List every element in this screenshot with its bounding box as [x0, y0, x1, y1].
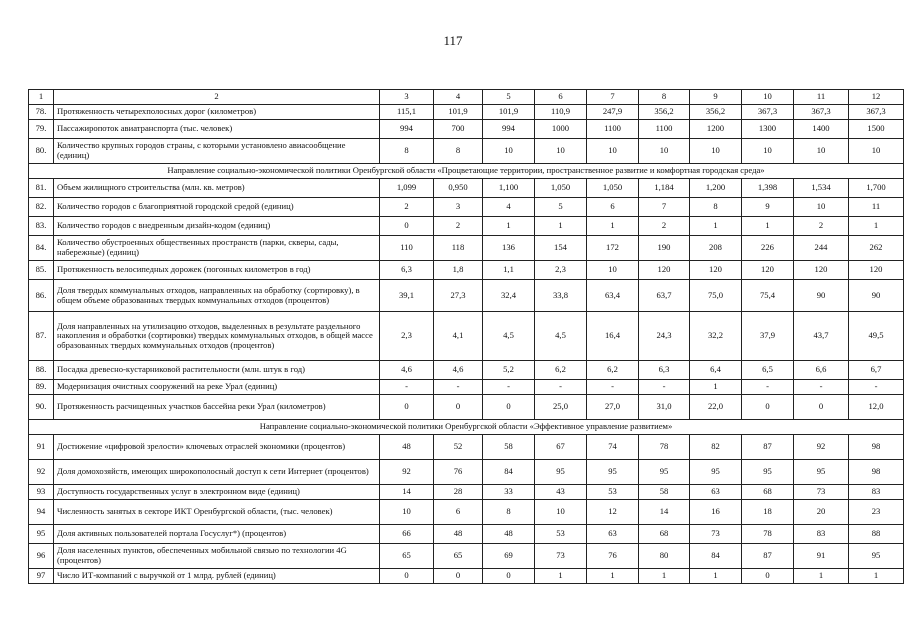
value-cell: 1100 [587, 120, 639, 139]
value-cell: 95 [690, 460, 742, 485]
value-cell: - [639, 380, 690, 395]
column-header-row [29, 90, 904, 105]
value-cell: 136 [483, 236, 535, 261]
value-cell: 356,2 [690, 105, 742, 120]
value-cell: 84 [690, 544, 742, 569]
value-cell: 16 [690, 500, 742, 525]
table-row [29, 179, 904, 198]
value-cell: - [587, 380, 639, 395]
value-cell: 5 [535, 198, 587, 217]
value-cell: 101,9 [434, 105, 483, 120]
indicator-name: Число ИТ-компаний с выручкой от 1 млрд. рублей (единиц) [54, 569, 380, 584]
value-cell: 53 [535, 525, 587, 544]
value-cell: 20 [794, 500, 849, 525]
value-cell: 1400 [794, 120, 849, 139]
indicator-name: Посадка древесно-кустарниковой растительности (млн. штук в год) [54, 361, 380, 380]
value-cell: 356,2 [639, 105, 690, 120]
value-cell: 37,9 [742, 312, 794, 361]
indicator-name: Протяженность расчищенных участков бассейна реки Урал (километров) [54, 395, 380, 420]
indicator-name: Доля направленных на утилизацию отходов, выделенных в результате раздельного накопления и обработки (сортировки) твердых коммунальных отходов, в общей массе образованных твердых коммунальных отходов (процентов) [54, 312, 380, 361]
value-cell: 0 [380, 217, 434, 236]
value-cell: 994 [483, 120, 535, 139]
value-cell: 10 [690, 139, 742, 164]
row-number: 83. [29, 217, 54, 236]
value-cell: 1 [535, 569, 587, 584]
indicator-name: Достижение «цифровой зрелости» ключевых отраслей экономики (процентов) [54, 435, 380, 460]
indicator-name: Количество обустроенных общественных пространств (парки, скверы, сады, набережные) (единиц) [54, 236, 380, 261]
value-cell: 367,3 [849, 105, 904, 120]
value-cell: 6,3 [639, 361, 690, 380]
value-cell: 6,2 [535, 361, 587, 380]
value-cell: 1 [690, 380, 742, 395]
value-cell: 31,0 [639, 395, 690, 420]
value-cell: 0,950 [434, 179, 483, 198]
indicators-table [28, 89, 904, 584]
value-cell: 76 [434, 460, 483, 485]
value-cell: 10 [587, 139, 639, 164]
table-row [29, 236, 904, 261]
value-cell: 1,700 [849, 179, 904, 198]
value-cell: 0 [742, 395, 794, 420]
value-cell: 1 [849, 569, 904, 584]
value-cell: 120 [742, 261, 794, 280]
value-cell: 2 [380, 198, 434, 217]
value-cell: 10 [587, 261, 639, 280]
row-number: 96 [29, 544, 54, 569]
value-cell: 10 [535, 500, 587, 525]
value-cell: 68 [639, 525, 690, 544]
value-cell: 367,3 [794, 105, 849, 120]
value-cell: 4,6 [434, 361, 483, 380]
row-number: 94 [29, 500, 54, 525]
row-number: 84. [29, 236, 54, 261]
value-cell: 63,7 [639, 280, 690, 312]
value-cell: 6,3 [380, 261, 434, 280]
column-header: 7 [587, 90, 639, 105]
value-cell: 27,3 [434, 280, 483, 312]
value-cell: 1 [690, 569, 742, 584]
page-number: 117 [443, 33, 463, 48]
value-cell: 115,1 [380, 105, 434, 120]
value-cell: 3 [434, 198, 483, 217]
table-row [29, 261, 904, 280]
value-cell: 65 [434, 544, 483, 569]
table-row [29, 198, 904, 217]
value-cell: 75,0 [690, 280, 742, 312]
value-cell: 73 [794, 485, 849, 500]
value-cell: 10 [639, 139, 690, 164]
value-cell: 110 [380, 236, 434, 261]
value-cell: 0 [483, 569, 535, 584]
indicator-name: Доля активных пользователей портала Госуслуг*) (процентов) [54, 525, 380, 544]
table-row [29, 217, 904, 236]
table-row [29, 525, 904, 544]
value-cell: 1,398 [742, 179, 794, 198]
row-number: 82. [29, 198, 54, 217]
table-row [29, 105, 904, 120]
value-cell: 14 [380, 485, 434, 500]
value-cell: 0 [483, 395, 535, 420]
row-number: 85. [29, 261, 54, 280]
value-cell: 1 [849, 217, 904, 236]
row-number: 89. [29, 380, 54, 395]
value-cell: 48 [483, 525, 535, 544]
value-cell: 2 [434, 217, 483, 236]
value-cell: 95 [742, 460, 794, 485]
column-header: 5 [483, 90, 535, 105]
value-cell: 92 [794, 435, 849, 460]
value-cell: 69 [483, 544, 535, 569]
value-cell: 6,7 [849, 361, 904, 380]
value-cell: 6 [434, 500, 483, 525]
value-cell: 2,3 [380, 312, 434, 361]
section-title: Направление социально-экономической политики Оренбургской области «Эффективное управление развитием» [29, 420, 904, 435]
value-cell: 16,4 [587, 312, 639, 361]
value-cell: 0 [794, 395, 849, 420]
value-cell: - [742, 380, 794, 395]
value-cell: 110,9 [535, 105, 587, 120]
table-row [29, 280, 904, 312]
value-cell: 66 [380, 525, 434, 544]
column-header: 3 [380, 90, 434, 105]
value-cell: 1100 [639, 120, 690, 139]
value-cell: 10 [742, 139, 794, 164]
value-cell: 95 [535, 460, 587, 485]
value-cell: - [794, 380, 849, 395]
value-cell: 67 [535, 435, 587, 460]
value-cell: 190 [639, 236, 690, 261]
value-cell: 4 [483, 198, 535, 217]
value-cell: 4,1 [434, 312, 483, 361]
table-row [29, 460, 904, 485]
row-number: 95 [29, 525, 54, 544]
column-header: 10 [742, 90, 794, 105]
value-cell: 2 [794, 217, 849, 236]
value-cell: 65 [380, 544, 434, 569]
value-cell: 367,3 [742, 105, 794, 120]
value-cell: 1 [587, 569, 639, 584]
row-number: 87. [29, 312, 54, 361]
value-cell: - [535, 380, 587, 395]
value-cell: 8 [690, 198, 742, 217]
value-cell: 12,0 [849, 395, 904, 420]
column-header: 6 [535, 90, 587, 105]
value-cell: 172 [587, 236, 639, 261]
value-cell: 262 [849, 236, 904, 261]
value-cell: 6,2 [587, 361, 639, 380]
indicator-name: Доля домохозяйств, имеющих широкополосный доступ к сети Интернет (процентов) [54, 460, 380, 485]
value-cell: 120 [639, 261, 690, 280]
table-row [29, 544, 904, 569]
value-cell: 1000 [535, 120, 587, 139]
value-cell: 92 [380, 460, 434, 485]
value-cell: 4,5 [483, 312, 535, 361]
column-header: 12 [849, 90, 904, 105]
value-cell: 53 [587, 485, 639, 500]
value-cell: 63 [690, 485, 742, 500]
value-cell: 78 [639, 435, 690, 460]
value-cell: 1,1 [483, 261, 535, 280]
indicator-name: Количество городов с внедренным дизайн-кодом (единиц) [54, 217, 380, 236]
value-cell: - [483, 380, 535, 395]
value-cell: 98 [849, 460, 904, 485]
value-cell: 10 [483, 139, 535, 164]
value-cell: 24,3 [639, 312, 690, 361]
value-cell: 1 [535, 217, 587, 236]
value-cell: 95 [587, 460, 639, 485]
value-cell: 14 [639, 500, 690, 525]
value-cell: 11 [849, 198, 904, 217]
value-cell: 6 [587, 198, 639, 217]
row-number: 80. [29, 139, 54, 164]
row-number: 97 [29, 569, 54, 584]
value-cell: 52 [434, 435, 483, 460]
value-cell: 32,4 [483, 280, 535, 312]
table-row [29, 312, 904, 361]
value-cell: 48 [434, 525, 483, 544]
value-cell: 101,9 [483, 105, 535, 120]
value-cell: 1,184 [639, 179, 690, 198]
table-row [29, 500, 904, 525]
value-cell: 247,9 [587, 105, 639, 120]
value-cell: 75,4 [742, 280, 794, 312]
column-header: 8 [639, 90, 690, 105]
row-number: 91 [29, 435, 54, 460]
value-cell: 226 [742, 236, 794, 261]
value-cell: 0 [380, 395, 434, 420]
row-number: 81. [29, 179, 54, 198]
value-cell: 154 [535, 236, 587, 261]
value-cell: 8 [434, 139, 483, 164]
indicator-name: Модернизация очистных сооружений на реке Урал (единиц) [54, 380, 380, 395]
value-cell: 10 [380, 500, 434, 525]
value-cell: - [380, 380, 434, 395]
value-cell: 91 [794, 544, 849, 569]
value-cell: 1300 [742, 120, 794, 139]
value-cell: 80 [639, 544, 690, 569]
value-cell: 0 [434, 569, 483, 584]
value-cell: 1500 [849, 120, 904, 139]
value-cell: 58 [639, 485, 690, 500]
value-cell: 10 [849, 139, 904, 164]
section-header-row [29, 420, 904, 435]
value-cell: 78 [742, 525, 794, 544]
value-cell: 4,5 [535, 312, 587, 361]
section-title: Направление социально-экономической политики Оренбургской области «Процветающие территории, пространственное развитие и комфортная городская среда» [29, 164, 904, 179]
value-cell: 90 [794, 280, 849, 312]
value-cell: 88 [849, 525, 904, 544]
row-number: 86. [29, 280, 54, 312]
value-cell: 22,0 [690, 395, 742, 420]
value-cell: 1,099 [380, 179, 434, 198]
value-cell: 95 [639, 460, 690, 485]
value-cell: 98 [849, 435, 904, 460]
value-cell: 2,3 [535, 261, 587, 280]
table-row [29, 395, 904, 420]
value-cell: 1,200 [690, 179, 742, 198]
value-cell: 32,2 [690, 312, 742, 361]
value-cell: 84 [483, 460, 535, 485]
row-number: 92 [29, 460, 54, 485]
value-cell: 83 [849, 485, 904, 500]
value-cell: 95 [794, 460, 849, 485]
value-cell: 1 [483, 217, 535, 236]
table-row [29, 139, 904, 164]
value-cell: 87 [742, 544, 794, 569]
value-cell: 244 [794, 236, 849, 261]
value-cell: 118 [434, 236, 483, 261]
value-cell: 700 [434, 120, 483, 139]
value-cell: 27,0 [587, 395, 639, 420]
value-cell: 12 [587, 500, 639, 525]
value-cell: 6,6 [794, 361, 849, 380]
value-cell: 10 [794, 139, 849, 164]
column-header: 2 [54, 90, 380, 105]
value-cell: 7 [639, 198, 690, 217]
table-row [29, 569, 904, 584]
value-cell: 25,0 [535, 395, 587, 420]
value-cell: 208 [690, 236, 742, 261]
column-header: 9 [690, 90, 742, 105]
table-body [29, 105, 904, 584]
table-row [29, 485, 904, 500]
row-number: 90. [29, 395, 54, 420]
value-cell: 63,4 [587, 280, 639, 312]
value-cell: 1,100 [483, 179, 535, 198]
value-cell: 23 [849, 500, 904, 525]
indicator-name: Доля твердых коммунальных отходов, направленных на обработку (сортировку), в общем объеме образованных твердых коммунальных отходов (процентов) [54, 280, 380, 312]
value-cell: 63 [587, 525, 639, 544]
value-cell: 8 [380, 139, 434, 164]
column-header: 1 [29, 90, 54, 105]
indicator-name: Объем жилищного строительства (млн. кв. метров) [54, 179, 380, 198]
value-cell: - [849, 380, 904, 395]
value-cell: 58 [483, 435, 535, 460]
value-cell: - [434, 380, 483, 395]
column-header: 11 [794, 90, 849, 105]
value-cell: 73 [690, 525, 742, 544]
value-cell: 1 [587, 217, 639, 236]
value-cell: 1 [639, 569, 690, 584]
section-header-row [29, 164, 904, 179]
value-cell: 994 [380, 120, 434, 139]
indicator-name: Протяженность велосипедных дорожек (погонных километров в год) [54, 261, 380, 280]
row-number: 88. [29, 361, 54, 380]
value-cell: 43 [535, 485, 587, 500]
value-cell: 33,8 [535, 280, 587, 312]
value-cell: 120 [794, 261, 849, 280]
indicator-name: Пассажиропоток авиатранспорта (тыс. человек) [54, 120, 380, 139]
value-cell: 87 [742, 435, 794, 460]
value-cell: 28 [434, 485, 483, 500]
value-cell: 0 [380, 569, 434, 584]
table-row [29, 120, 904, 139]
value-cell: 43,7 [794, 312, 849, 361]
row-number: 93 [29, 485, 54, 500]
value-cell: 2 [639, 217, 690, 236]
indicator-name: Доля населенных пунктов, обеспеченных мобильной связью по технологии 4G (процентов) [54, 544, 380, 569]
table-row [29, 435, 904, 460]
value-cell: 120 [690, 261, 742, 280]
value-cell: 9 [742, 198, 794, 217]
value-cell: 0 [434, 395, 483, 420]
value-cell: 6,4 [690, 361, 742, 380]
value-cell: 1,8 [434, 261, 483, 280]
indicator-name: Численность занятых в секторе ИКТ Оренбургской области, (тыс. человек) [54, 500, 380, 525]
value-cell: 8 [483, 500, 535, 525]
value-cell: 90 [849, 280, 904, 312]
value-cell: 10 [794, 198, 849, 217]
indicator-name: Протяженность четырехполосных дорог (километров) [54, 105, 380, 120]
value-cell: 74 [587, 435, 639, 460]
value-cell: 83 [794, 525, 849, 544]
value-cell: 4,6 [380, 361, 434, 380]
row-number: 78. [29, 105, 54, 120]
value-cell: 39,1 [380, 280, 434, 312]
column-header: 4 [434, 90, 483, 105]
indicator-name: Количество городов с благоприятной городской средой (единиц) [54, 198, 380, 217]
value-cell: 6,5 [742, 361, 794, 380]
value-cell: 1 [742, 217, 794, 236]
value-cell: 1,050 [587, 179, 639, 198]
value-cell: 95 [849, 544, 904, 569]
value-cell: 120 [849, 261, 904, 280]
indicator-name: Доступность государственных услуг в электронном виде (единиц) [54, 485, 380, 500]
value-cell: 1,534 [794, 179, 849, 198]
value-cell: 18 [742, 500, 794, 525]
table-row [29, 361, 904, 380]
value-cell: 0 [742, 569, 794, 584]
value-cell: 33 [483, 485, 535, 500]
indicator-name: Количество крупных городов страны, с которыми установлено авиасообщение (единиц) [54, 139, 380, 164]
table-row [29, 380, 904, 395]
value-cell: 1 [794, 569, 849, 584]
value-cell: 76 [587, 544, 639, 569]
value-cell: 48 [380, 435, 434, 460]
value-cell: 1200 [690, 120, 742, 139]
value-cell: 10 [535, 139, 587, 164]
value-cell: 73 [535, 544, 587, 569]
value-cell: 1,050 [535, 179, 587, 198]
row-number: 79. [29, 120, 54, 139]
value-cell: 68 [742, 485, 794, 500]
value-cell: 82 [690, 435, 742, 460]
value-cell: 49,5 [849, 312, 904, 361]
value-cell: 1 [690, 217, 742, 236]
value-cell: 5,2 [483, 361, 535, 380]
